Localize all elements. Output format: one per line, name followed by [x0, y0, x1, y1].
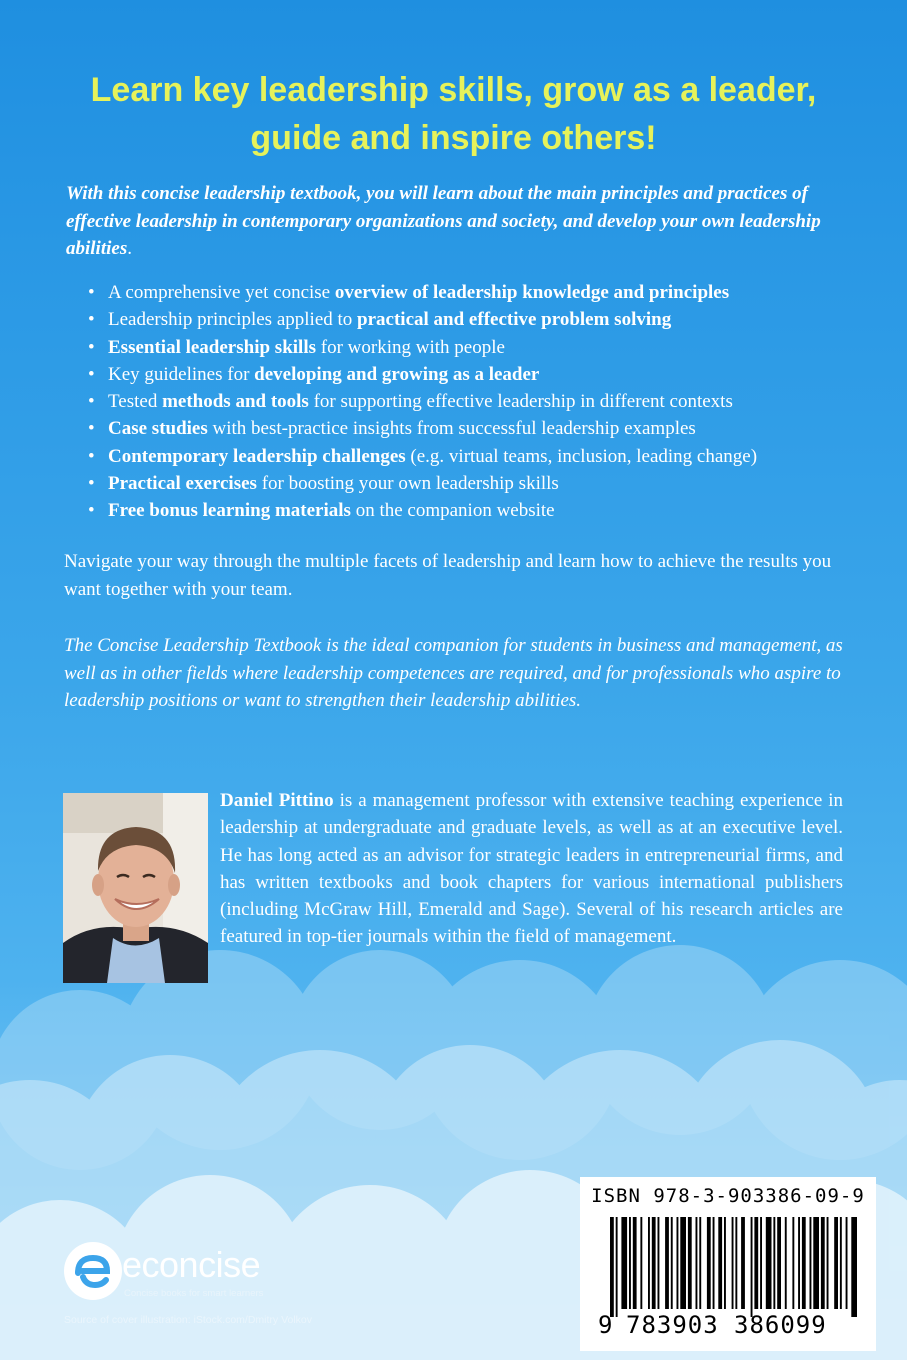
publisher-name: econcise: [122, 1244, 261, 1285]
author-bio: [220, 787, 843, 951]
intro-tail: .: [127, 238, 132, 259]
barcode-bar: [699, 1217, 701, 1309]
publisher-tagline: Concise books for smart learners: [124, 1288, 264, 1299]
author-portrait-illustration: [63, 793, 208, 983]
barcode-bar: [724, 1217, 726, 1309]
companion-paragraph: The Concise Leadership Textbook is the ideal companion for students in business and management, as well as in other fields where leadership competences are required, and for professionals who aspire to leadership positions or want to strengthen their leadership abilities.: [64, 635, 843, 711]
list-item: [88, 415, 888, 442]
barcode-bar: [798, 1217, 800, 1309]
feature-text: Tested: [108, 391, 163, 413]
econcise-logo-icon: [62, 1240, 124, 1302]
barcode-bar: [766, 1217, 772, 1309]
feature-highlight: Practical exercises: [108, 473, 257, 495]
barcode-bar: [754, 1217, 758, 1309]
headline: [60, 66, 847, 162]
barcode-bar: [773, 1217, 775, 1309]
barcode-bar: [629, 1217, 631, 1309]
list-item: [88, 306, 888, 333]
headline-line-2: guide and inspire others!: [250, 119, 657, 157]
feature-highlight: methods and tools: [162, 391, 309, 413]
feature-highlight: practical and effective problem solving: [357, 309, 672, 331]
feature-highlight: Contemporary leadership challenges: [108, 445, 406, 467]
list-item: [88, 279, 888, 306]
barcode-bar: [846, 1217, 848, 1309]
barcode-bar: [735, 1217, 737, 1309]
feature-highlight: Case studies: [108, 418, 208, 440]
feature-text: for boosting your own leadership skills: [256, 473, 559, 495]
barcode-bar: [792, 1217, 794, 1309]
feature-highlight: overview of leadership knowledge and principles: [334, 282, 730, 303]
barcode-bar: [840, 1217, 842, 1309]
navigate-paragraph: Navigate your way through the multiple facets of leadership and learn how to achieve the results you want together with your team.: [64, 551, 832, 600]
headline-line-1: Learn key leadership skills, grow as a leader,: [90, 71, 817, 109]
feature-highlight: Free bonus learning materials: [108, 500, 351, 522]
isbn-barcode: [580, 1177, 876, 1351]
barcode-bar: [671, 1217, 673, 1309]
list-item: [88, 470, 888, 497]
feature-highlight: developing and growing as a leader: [254, 363, 540, 385]
author-name: Daniel Pittino: [220, 790, 334, 811]
feature-text: on the companion website: [350, 500, 555, 522]
feature-list: [88, 279, 888, 525]
author-photo: [63, 793, 208, 983]
barcode-bar: [658, 1217, 660, 1309]
feature-text: Key guidelines for: [108, 363, 255, 385]
barcode-bar: [713, 1217, 715, 1309]
barcode-bar: [648, 1217, 650, 1309]
barcode-bar: [696, 1217, 698, 1309]
barcode-bar: [610, 1217, 614, 1317]
publisher-logo: [62, 1240, 292, 1310]
barcode-bar: [621, 1217, 627, 1309]
barcode-bar: [777, 1217, 781, 1309]
barcode-bar: [680, 1217, 686, 1309]
feature-text: with best-practice insights from successful leadership examples: [207, 418, 696, 440]
list-item: [88, 388, 888, 415]
barcode-bar: [802, 1217, 806, 1309]
barcode-bar: [616, 1217, 618, 1317]
barcode-bar: [633, 1217, 637, 1309]
barcode-bar: [851, 1217, 857, 1317]
intro-paragraph: [66, 180, 856, 263]
intro-text: With this concise leadership textbook, you will learn about the main principles and practices of effective leadership in contemporary organizations and society, and develop your own leadership abilities: [66, 183, 821, 259]
barcode-bar: [665, 1217, 669, 1309]
barcode-bar: [732, 1217, 734, 1309]
barcode-bar: [652, 1217, 656, 1309]
list-item: [88, 497, 888, 524]
list-item: [88, 443, 888, 470]
barcode-bar: [707, 1217, 711, 1309]
barcode-bar: [760, 1217, 762, 1309]
barcode-bar: [688, 1217, 692, 1309]
barcode-digit-group-1: 783903: [626, 1311, 719, 1339]
illustration-credit: Source of cover illustration: iStock.com/Dmitry Volkov: [64, 1314, 313, 1326]
barcode-icon: [580, 1177, 876, 1351]
barcode-bar: [810, 1217, 812, 1309]
list-item: [88, 334, 888, 361]
barcode-bar: [821, 1217, 825, 1309]
barcode-bar: [718, 1217, 722, 1309]
feature-text: (e.g. virtual teams, inclusion, leading change): [405, 445, 758, 467]
author-bio-text: is a management professor with extensive teaching experience in leadership at undergraduate and graduate levels, as well as at an executive level. He has long acted as an advisor for strategic leaders in entrepreneurial firms, and has written textbooks and book chapters for various international publishers (including McGraw Hill, Emerald and Sage). Several of his research articles are featured in top-tier journals within the field of management.: [220, 790, 843, 948]
feature-text: for supporting effective leadership in different contexts: [308, 391, 733, 413]
feature-text: for working with people: [316, 336, 505, 358]
barcode-bar: [834, 1217, 838, 1309]
feature-text: Leadership principles applied to: [108, 309, 358, 331]
barcode-bar: [677, 1217, 679, 1309]
feature-highlight: Essential leadership skills: [108, 336, 316, 358]
barcode-bar: [751, 1217, 753, 1317]
list-item: [88, 361, 888, 388]
isbn-label: ISBN 978-3-903386-09-9: [591, 1185, 865, 1207]
barcode-bar: [785, 1217, 787, 1309]
barcode-bar: [827, 1217, 829, 1309]
barcode-digit-first: 9: [598, 1311, 613, 1339]
barcode-digit-group-2: 386099: [734, 1311, 827, 1339]
feature-text: A comprehensive yet concise: [108, 282, 335, 303]
barcode-bar: [741, 1217, 745, 1309]
barcode-bar: [640, 1217, 642, 1309]
barcode-bar: [813, 1217, 819, 1309]
